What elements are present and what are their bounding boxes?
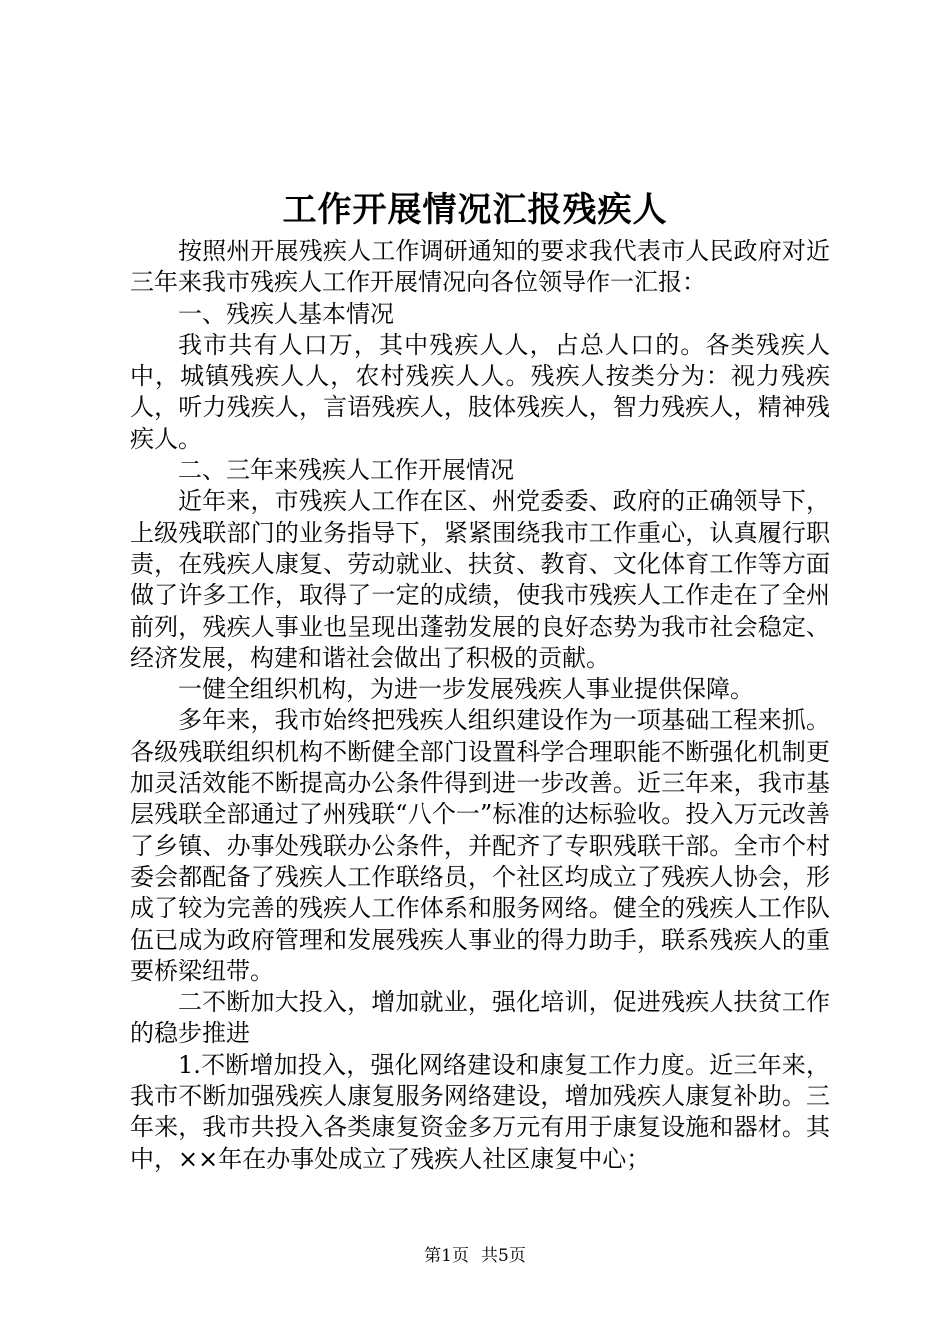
paragraph-intro: 按照州开展残疾人工作调研通知的要求我代表市人民政府对近三年来我市残疾人工作开展情况向各位领导作一汇报：	[130, 237, 830, 297]
document-title: 工作开展情况汇报残疾人	[282, 190, 668, 230]
page-footer	[0, 1244, 950, 1268]
section-heading-work-progress: 二、三年来残疾人工作开展情况	[178, 456, 514, 485]
document-body	[130, 236, 830, 1175]
subsection-heading-investment: 二不断加大投入，增加就业，强化培训，促进残疾人扶贫工作的稳步推进	[130, 988, 830, 1048]
page-total: 共5页	[481, 1246, 526, 1266]
paragraph-organization: 多年来，我市始终把残疾人组织建设作为一项基础工程来抓。各级残联组织机构不断健全部门设置科学合理职能不断强化机制更加灵活效能不断提高办公条件得到进一步改善。近三年来，我市基层残联全部通过了州残联“八个一”标准的达标验收。投入万元改善了乡镇、办事处残联办公条件，并配齐了专职残联干部。全市个村委会都配备了残疾人工作联络员，个社区均成立了残疾人协会，形成了较为完善的残疾人工作体系和服务网络。健全的残疾人工作队伍已成为政府管理和发展残疾人事业的得力助手，联系残疾人的重要桥梁纽带。	[130, 706, 830, 985]
page-number: 第1页	[424, 1246, 469, 1266]
paragraph-rehabilitation: 1.不断增加投入，强化网络建设和康复工作力度。近三年来，我市不断加强残疾人康复服务网络建设，增加残疾人康复补助。三年来，我市共投入各类康复资金多万元有用于康复设施和器材。其中，××年在办事处成立了残疾人社区康复中心；	[130, 1050, 830, 1173]
subsection-heading-organization: 一健全组织机构，为进一步发展残疾人事业提供保障。	[178, 675, 754, 704]
paragraph-recent-years: 近年来，市残疾人工作在区、州党委委、政府的正确领导下，上级残联部门的业务指导下，紧紧围绕我市工作重心，认真履行职责，在残疾人康复、劳动就业、扶贫、教育、文化体育工作等方面做了许多工作，取得了一定的成绩，使我市残疾人工作走在了全州前列，残疾人事业也呈现出蓬勃发展的良好态势为我市社会稳定、经济发展，构建和谐社会做出了积极的贡献。	[130, 487, 830, 672]
paragraph-population: 我市共有人口万，其中残疾人人，占总人口的。各类残疾人中，城镇残疾人人，农村残疾人人。残疾人按类分为：视力残疾人，听力残疾人，言语残疾人，肢体残疾人，智力残疾人，精神残疾人。	[130, 330, 830, 453]
section-heading-basic-info: 一、残疾人基本情况	[178, 299, 394, 328]
